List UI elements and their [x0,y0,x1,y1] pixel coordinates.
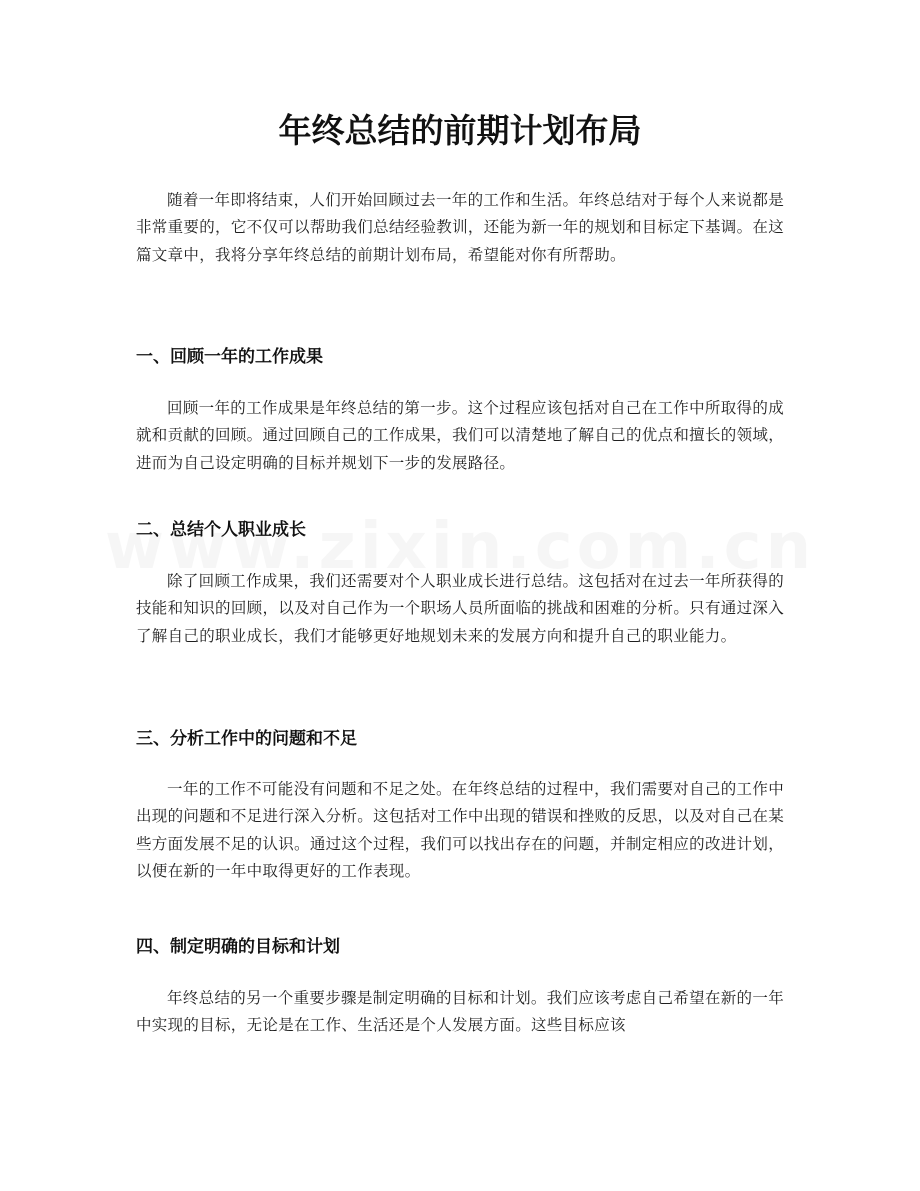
intro-paragraph: 随着一年即将结束，人们开始回顾过去一年的工作和生活。年终总结对于每个人来说都是非常重要的，它不仅可以帮助我们总结经验教训，还能为新一年的规划和目标定下基调。在这篇文章中，我将分享年终总结的前期计划布局，希望能对你有所帮助。 [136,191,784,264]
section-heading-4: 四、制定明确的目标和计划 [136,937,340,957]
section-body-1: 回顾一年的工作成果是年终总结的第一步。这个过程应该包括对自己在工作中所取得的成就和贡献的回顾。通过回顾自己的工作成果，我们可以清楚地了解自己的优点和擅长的领域，进而为自己设定明确的目标并规划下一步的发展路径。 [136,399,784,472]
section-body-4: 年终总结的另一个重要步骤是制定明确的目标和计划。我们应该考虑自己希望在新的一年中实现的目标，无论是在工作、生活还是个人发展方面。这些目标应该 [136,989,784,1035]
section-body-2: 除了回顾工作成果，我们还需要对个人职业成长进行总结。这包括对在过去一年所获得的技能和知识的回顾，以及对自己作为一个职场人员所面临的挑战和困难的分析。只有通过深入了解自己的职业成长，我们才能够更好地规划未来的发展方向和提升自己的职业能力。 [136,572,784,645]
section-body-3: 一年的工作不可能没有问题和不足之处。在年终总结的过程中，我们需要对自己的工作中出现的问题和不足进行深入分析。这包括对工作中出现的错误和挫败的反思，以及对自己在某些方面发展不足的认识。通过这个过程，我们可以找出存在的问题，并制定相应的改进计划，以便在新的一年中取得更好的工作表现。 [136,780,784,881]
section-heading-3: 三、分析工作中的问题和不足 [136,729,357,749]
section-heading-1: 一、回顾一年的工作成果 [136,347,323,367]
page-title: 年终总结的前期计划布局 [278,111,642,150]
section-heading-2: 二、总结个人职业成长 [136,520,306,540]
